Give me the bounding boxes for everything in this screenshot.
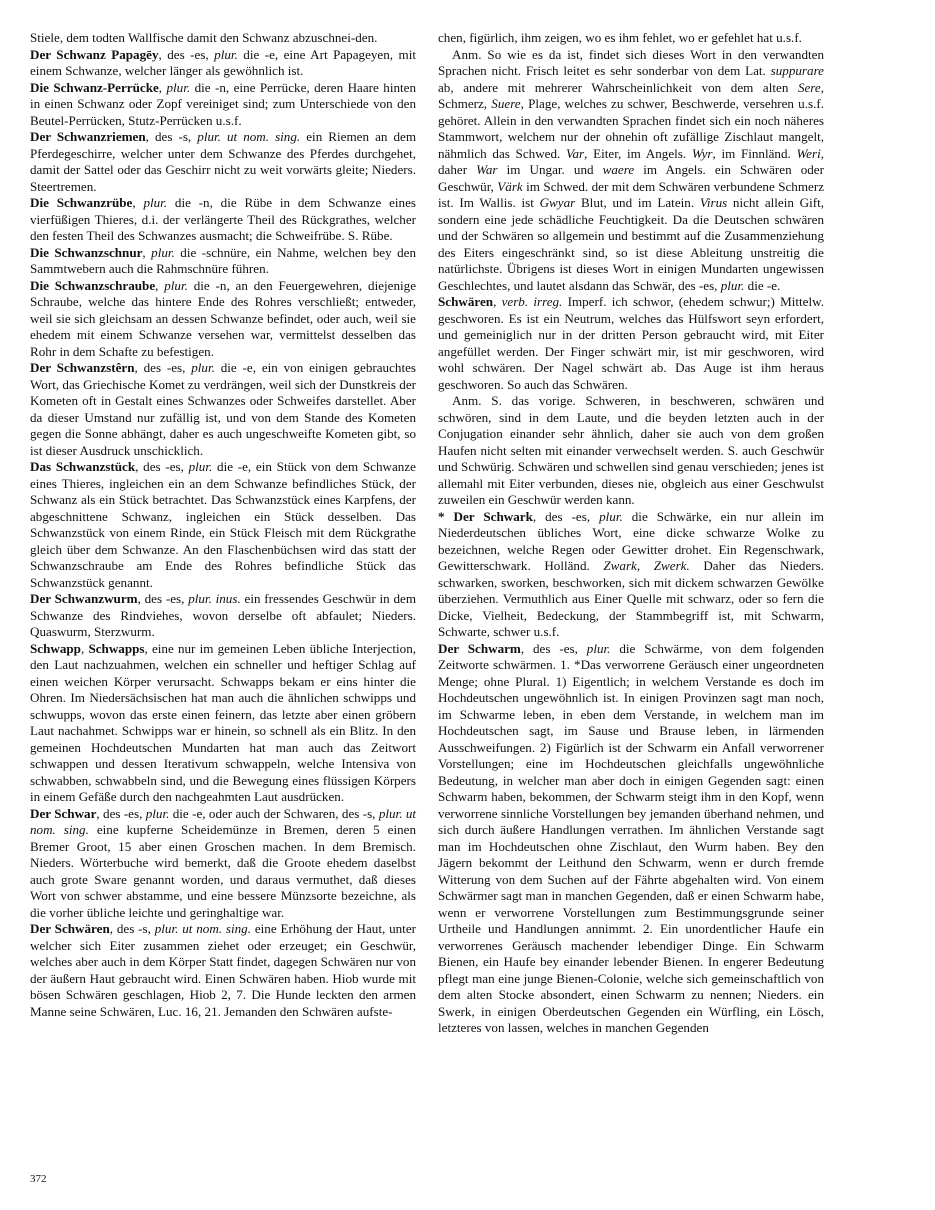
- italic-term: plur.: [214, 46, 238, 62]
- dictionary-entry: [30, 129, 416, 195]
- entry-text: die -e, eine Art Papageyen, mit einem Schwanze, welcher länger als gewöhnlich ist.: [30, 46, 416, 78]
- entry-headword: * Der Schwark: [438, 508, 533, 524]
- italic-term: Sere: [797, 79, 821, 95]
- entry-text: ein Riemen an dem Pferdegeschirre, welcher unter dem Schwanze des Pferdes durchgehet, damit der Sattel oder das Geschirr nicht zu weit vorwärts gleite; Nieders. Steertremen.: [30, 129, 417, 194]
- entry-text: ,: [80, 640, 89, 656]
- italic-term: suppurare: [770, 63, 824, 78]
- entry-text: Daher das Nieders. schwarken, sworken, beschworken, sich mit dickem schwarzen Gewölke überziehen. Vermuthlich aus Einer Quelle mit schwarz, oder so fern die Dicke, Vielheit, Bedeckung, der Stammbegriff ist, mit Schwarm, Schwarte, schwer u.s.f.: [438, 558, 824, 639]
- entry-text: die -n, die Rübe in dem Schwanze eines vierfüßigen Thieres, d.i. der verlängerte Theil des Rückgrathes, welcher den festen Theil des Schwanzes ausmacht; die Schweifrübe. S. Rübe.: [30, 195, 417, 243]
- right-column: [438, 30, 824, 1037]
- entry-text: Anm. S. das vorige. Schweren, in beschweren, schwären und schwören, sind in dem Laute, und die beyden letzten auch in der Conjugation einander sehr ähnlich, daher sie auch von dem großen Haufen nicht selten mit einander verwechselt werden. S. auch Geschwür und Schwürig. Schwären und schwellen sind genau verschieden; jenes ist allemahl mit Eiter verbunden, dieses nie, obgleich aus einer Geschwulst zuweilen ein Geschwür werden kann.: [438, 393, 824, 507]
- italic-term: plur.: [720, 277, 745, 293]
- dictionary-entry: [30, 641, 416, 806]
- italic-term: Weri: [796, 145, 821, 161]
- entry-text: im Ungar. und: [497, 162, 603, 177]
- entry-text: die -e, oder auch der Schwaren, des -s,: [169, 805, 379, 821]
- entry-text: die -schnüre, ein Nahme, welchen bey den Sammtwebern auch die Rahmschnüre führen.: [30, 244, 417, 276]
- entry-text: chen, figürlich, ihm zeigen, wo es ihm fehlet, wo er gefehlet hat u.s.f.: [438, 30, 802, 45]
- entry-text: die -n, an den Feuergewehren, diejenige Schraube, welche das hintere Ende des Rohres verschließt; entweder, weil sie sich gleichsam an dessen Schwanze befindet, oder auch, weil sie ehedem mit einem Schwanze versehen war, vermittelst desselben das Rohr in dem Schafte zu befestigen.: [30, 277, 417, 359]
- entry-text: Anm. So wie es da ist, findet sich dieses Wort in den verwandten Sprachen nicht. Frisch leitet es sehr sonderbar von dem Lat.: [438, 46, 824, 78]
- dictionary-entry: [438, 47, 824, 295]
- entry-headword: Der Schwarm: [438, 640, 521, 656]
- entry-text: , eine nur im gemeinen Leben übliche Interjection, den Laut nachzuahmen, welchen ein schneller und heftiger Schlag auf einen weichen Körper verursacht. Schwapps bekam er eins hinter die Ohren. Im Niedersächsischen hat man auch die ähnlichen schwipps und schwupps, wovon das erste einen feinern, das letzte aber einen gröbern Laut nachahmet. Schwipps war er hinein, so schnell als ein Blitz. In den gemeinen Hochdeutschen Mundarten hat man auch das Zeitwort schwappen und dessen Iterativum schwappeln, welche Intensiva von schwabben, schwabbeln sind, und die Bewegung eines flüssigen Körpers in einem Gefäße durch den nachgeahmten Laut ausdrücken.: [30, 640, 417, 804]
- entry-text: die Schwärke, ein nur allein im Niederdeutschen übliches Wort, eine dicke schwarze Wolke zu bezeichnen, welche Regen oder Gewitter drohet. Ein Regenschwark, Gewitterschwark. Holländ.: [438, 508, 824, 573]
- italic-term: plur.: [191, 360, 215, 375]
- entry-text: Imperf. ich schwor, (ehedem schwur;) Mittelw. geschworen. Es ist ein Neutrum, welches das Hülfswort seyn erfordert, und gemeiniglich nur in der dritten Person gebraucht wird, mit Eiter angefüllet werden. Der Finger schwärt mir, ist mir geschworen, wird wohl schwären. Der Nagel schwärt ab. Das Auge ist ihm heraus geschworen. So auch das Schwären.: [438, 294, 825, 392]
- entry-text: ,: [132, 195, 144, 210]
- italic-term: plur.: [188, 459, 213, 474]
- entry-text: , des -es,: [134, 360, 192, 375]
- dictionary-entry: [30, 245, 416, 278]
- entry-text: , Eiter, im Angels.: [584, 145, 692, 161]
- entry-text: , im Finnländ.: [712, 145, 797, 161]
- italic-term: plur.: [599, 508, 623, 524]
- dictionary-entry: [30, 30, 416, 47]
- italic-term: plur.: [164, 277, 188, 293]
- entry-text: ein fressendes Geschwür in dem Schwanze des Rindviehes, wovon derselbe oft abfaulet; Nieders. Quaswurm, Sterzwurm.: [30, 591, 417, 639]
- dictionary-entry: [30, 47, 416, 80]
- entry-text: ,: [155, 277, 165, 293]
- entry-headword: Der Schwar: [30, 805, 97, 821]
- dictionary-entry: [30, 459, 416, 591]
- entry-text: , daher: [438, 145, 824, 177]
- entry-text: , des -es,: [135, 459, 189, 474]
- italic-term: plur. inus.: [188, 591, 241, 606]
- italic-term: Virus: [699, 195, 728, 210]
- entry-text: Blut, und im Latein.: [575, 195, 700, 210]
- entry-text: ab, andere mit mehrerer Wahrscheinlichkeit von dem alten: [438, 79, 798, 95]
- italic-term: Zwark, Zwerk.: [603, 558, 690, 573]
- entry-text: die -e, ein Stück von dem Schwanze eines Thieres, ingleichen ein an dem Schwanze befindliches Stück, der Schwanz als ein Stück betrachtet. Das Schwanzstück eines Karpfens, der abgeschnittene Schwanz, ingleichen ein Stück desselben. Das Schwanzstück von einem Rinde, ein Stück Fleisch mit dem Rückgrathe gleich über dem Schwanze. An den Flaschenbüchsen wird das statt der Schwanzschraube am Ende des Rohres befindliche Stück das Schwanzstück genannt.: [30, 459, 416, 590]
- dictionary-entry: [30, 591, 416, 641]
- entry-headword: Der Schwanz Papagēy: [30, 46, 159, 62]
- entry-headword: Schwapp: [30, 640, 81, 656]
- italic-term: waere: [602, 162, 635, 177]
- entry-headword: Die Schwanzschraube: [30, 277, 156, 293]
- entry-text: Stiele, dem todten Wallfische damit den Schwanz abzuschnei-den.: [30, 30, 378, 45]
- dictionary-entry: [438, 509, 824, 641]
- entry-text: nicht allein Gift, sondern eine jede schädliche Feuchtigkeit. Da die Deutschen schwären und der Schwären so allgemein und bestimmt auf die Zusammenziehung des Eiters eingeschränkt sind, so ist diese Ableitung unstreitig die natürlichste. Übrigens ist dieses Wort in einigen Mundarten ungewissen Geschlechtes, und lautet alsdann das Schwär, des -es,: [438, 195, 824, 293]
- italic-term: Gwyar: [539, 195, 576, 210]
- entry-text: , des -s,: [145, 129, 198, 144]
- entry-text: die -e, ein von einigen gebrauchtes Wort, das Griechische Komet zu verdrängen, weil sich der Dunstkreis der Kometen oft in Gestalt eines Schwanzes oder Schweifes darstellet. Aber da dieser Umstand nur zufällig ist, und von dem Stande des Kometen gegen die Sonne abhängt, daher es auch ungeschweifte Kometen gibt, so ist dieser Ausdruck unschicklich.: [30, 360, 416, 458]
- entry-text: eine kupferne Scheidemünze in Bremen, deren 5 einen Bremer Groot, 15 aber einen Groschen machen. In dem Bremisch. Nieders. Wörterbuche wird bemerkt, daß die Groote ehedem daselbst auch grote Sware genannt worden, und daraus vermuthet, daß dieses Wort von schwer abstamme, und eine bessere Münzsorte bezeichne, als die vorher übliche leichte und geringhaltige war.: [30, 822, 416, 920]
- entry-text: ,: [493, 294, 502, 309]
- dictionary-entry: [30, 195, 416, 245]
- entry-text: , des -es,: [96, 805, 146, 821]
- italic-term: plur.: [143, 195, 168, 210]
- dictionary-entry: [30, 278, 416, 361]
- entry-text: , Plage, welches zu schwer, Beschwerde, versehren u.s.f. gehöret. Allein in den verwandten Sprachen findet sich ein noch näheres Stammwort, welchem nur der ohnehin oft zufällige Zischlaut mangelt, nähmlich das Schwed.: [438, 96, 825, 161]
- dictionary-entry: [30, 80, 416, 130]
- dictionary-entry: [30, 360, 416, 459]
- italic-term: Wyr: [691, 145, 713, 161]
- entry-text: die -e.: [744, 277, 781, 293]
- entry-text: die Schwärme, von dem folgenden Zeitworte schwärmen. 1. *Das verworrene Geräusch einer ungeordneten Menge; ohne Plural. 1) Eigentlich; in welchem Verstande es doch im Hochdeutschen ungewöhnlich ist. In einigen Provinzen sagt man noch, im Schwarme leben, in eben dem Verstande, in welchem man im Hochdeutschen sagt, im Sause und Brause leben, in lärmenden Ausschweifungen. 2) Figürlich ist der Schwarm ein Anfall verworrener Vorstellungen; eine im Hochdeutschen gleichfalls ungewöhnliche Bedeutung, in welcher man aber doch in einigen Gegenden sagt: einen Schwarm haben, bekommen, der Schwarm steigt ihm in den Kopf, wenn verworrene sinnliche Vorstellungen bey jemanden überhand nehmen, und sich durch äußere Handlungen verrathen. Im ähnlichen Verstande sagt man im Hochdeutschen ohne Zischlaut, den Wurm haben. Bey den Jägern bekommt der Leithund den Schwarm, wenn er durch fremde Witterung von dem Suchen auf der Fährte abgehalten wird. Von einem Schwärmer sagt man in manchen Gegenden, daß er einen Schwarm habe, wenn er verworrene Vorstellungen zum Bestimmungsgrunde seiner Urtheile und Handlungen annimmt. 2. Ein unordentlicher Haufe ein verworrenes Geräusch machender lebendiger Dinge. Ein Schwarm Bienen, ein Haufe bey einander lebender Bienen. In engerer Bedeutung pflegt man eine junge Bienen-Colonie, welche sich gemeinschaftlich von dem alten Stocke absondert, einen Schwarm zu nennen; Nieders. ein Swerk, in einigen Oberdeutschen Gegenden ein Würfling, ein Lösch, letzteres von lassen, welches in manchen Gegenden: [438, 640, 824, 1035]
- entry-text: , des -s,: [109, 921, 155, 936]
- entry-headword: Das Schwanzstück: [30, 459, 136, 474]
- entry-headword: Die Schwanzschnur: [30, 244, 143, 260]
- entry-text: eine Erhöhung der Haut, unter welcher sich Eiter zusammen ziehet oder erzeuget; ein Geschwür, welches aber auch in dem Körper Statt findet, dagegen Schwären nur von der äußern Haut gebraucht wird. Einen Schwären haben. Hiob wurde mit bösen Schwären geschlagen, Hiob 2, 7. Die Hunde leckten den armen Manne seine Schwären, Luc. 16, 21. Jemanden den Schwären aufste-: [30, 921, 416, 1019]
- entry-text: , des -es,: [532, 508, 600, 524]
- italic-term: plur. ut nom. sing.: [154, 921, 251, 936]
- entry-text: , des -es,: [520, 640, 587, 656]
- italic-term: Var: [565, 145, 585, 161]
- entry-headword: Der Schwanzstêrn: [30, 360, 135, 375]
- page-number: 372: [30, 1173, 47, 1185]
- entry-text: , des -es,: [137, 591, 189, 606]
- entry-headword: Die Schwanzrübe: [30, 195, 133, 210]
- italic-term: plur.: [151, 244, 175, 260]
- italic-term: plur.: [166, 79, 191, 95]
- entry-headword: Schwapps: [88, 640, 145, 656]
- dictionary-entry: [438, 294, 824, 393]
- italic-term: Suere: [491, 96, 521, 111]
- entry-headword: Der Schwären: [30, 921, 110, 936]
- entry-text: , des -es,: [158, 46, 215, 62]
- entry-text: ,: [142, 244, 152, 260]
- italic-term: plur. ut nom. sing.: [30, 805, 416, 837]
- entry-headword: Die Schwanz-Perrücke: [30, 79, 159, 95]
- dictionary-entry: [30, 806, 416, 922]
- entry-text: die -n, eine Perrücke, deren Haare hinten in einen Schwanz oder Zopf vereiniget sind; zum Unterschiede von den Beutel-Perrücken, Stutz-Perrücken u.s.f.: [30, 79, 416, 128]
- italic-term: War: [476, 162, 498, 177]
- italic-term: verb. irreg.: [501, 294, 563, 309]
- italic-term: Värk: [497, 178, 523, 194]
- entry-headword: Schwären: [438, 294, 494, 309]
- italic-term: plur.: [586, 640, 611, 656]
- dictionary-entry: [438, 30, 824, 47]
- entry-text: im Angels. ein Schwären oder Geschwür,: [438, 162, 824, 194]
- dictionary-entry: [438, 393, 824, 509]
- entry-headword: Der Schwanzriemen: [30, 129, 146, 144]
- dictionary-entry: [30, 921, 416, 1020]
- left-column: [30, 30, 416, 1020]
- entry-text: ,: [158, 79, 167, 95]
- dictionary-entry: [438, 641, 824, 1037]
- entry-text: im Schwed. der mit dem Schwären verbundene Schmerz ist. Im Wallis. ist: [438, 178, 824, 210]
- entry-text: , Schmerz,: [438, 79, 824, 111]
- italic-term: plur.: [145, 805, 170, 821]
- italic-term: plur. ut nom. sing.: [197, 129, 301, 144]
- entry-headword: Der Schwanzwurm: [30, 591, 138, 606]
